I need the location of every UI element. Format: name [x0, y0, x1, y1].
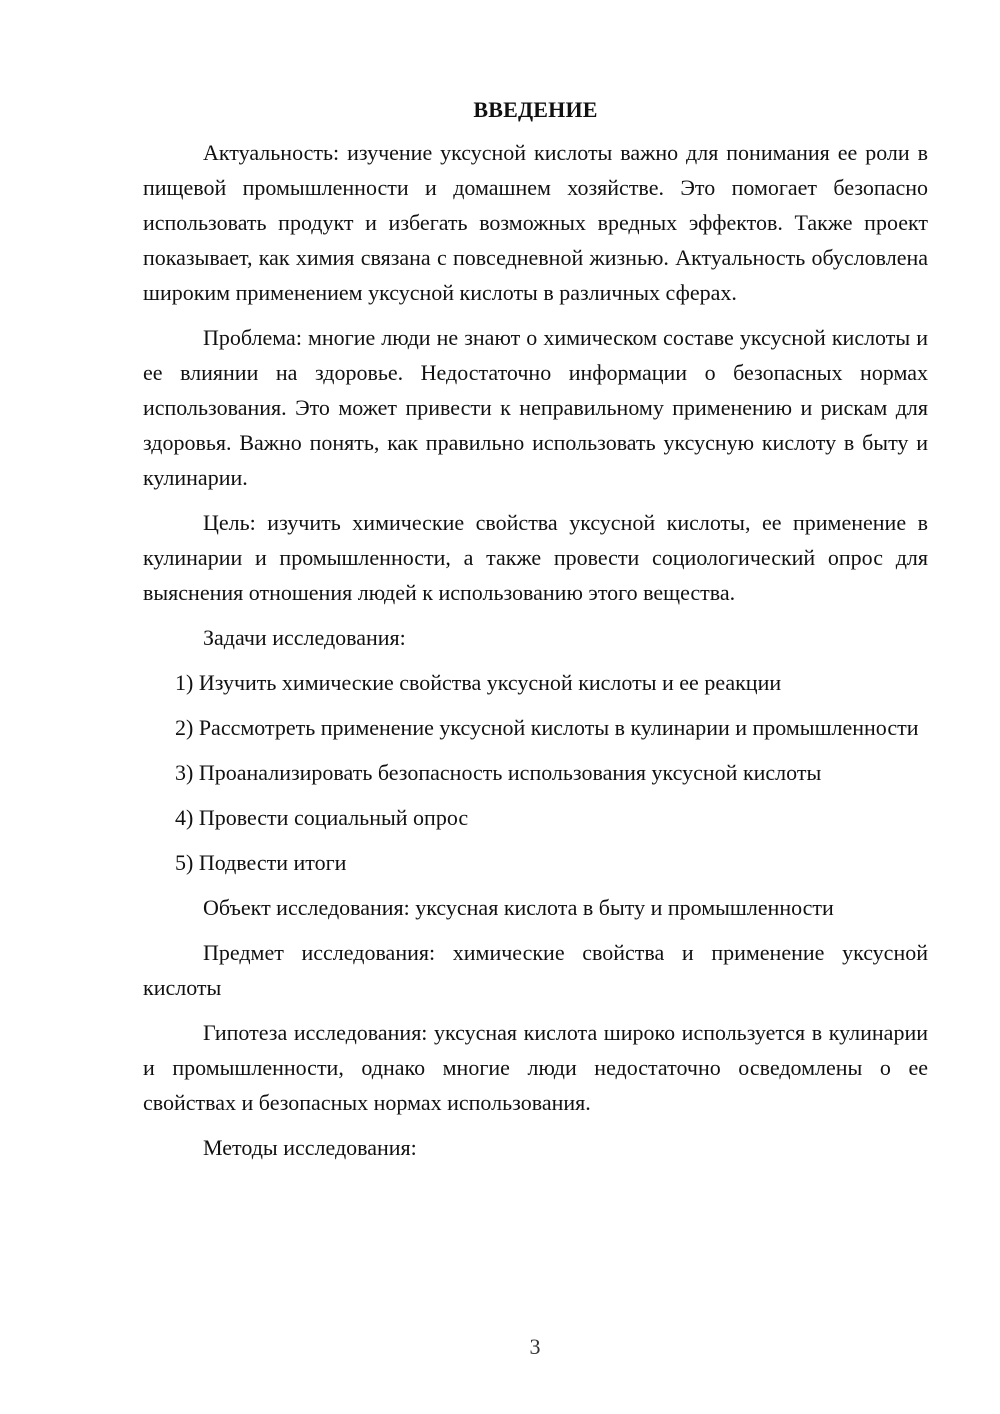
- tasks-heading: Задачи исследования:: [203, 625, 406, 650]
- task-item-3: 3) Проанализировать безопасность использования уксусной кислоты: [175, 760, 822, 785]
- page-number: 3: [529, 1334, 541, 1359]
- problem-paragraph: Проблема: многие люди не знают о химическом составе уксусной кислоты и ее влиянии на здоровье. Недостаточно информации о безопасных нормах использования. Это может привести к неправильному применению и рискам для здоровья. Важно понять, как правильно использовать уксусную кислоту в быту и кулинарии.: [143, 325, 928, 490]
- hypothesis-paragraph: Гипотеза исследования: уксусная кислота широко используется в кулинарии и промышленности, однако многие люди недостаточно осведомлены о ее свойствах и безопасных нормах использования.: [143, 1020, 928, 1115]
- task-item-2: 2) Рассмотреть применение уксусной кислоты в кулинарии и промышленности: [175, 715, 919, 740]
- task-item-1: 1) Изучить химические свойства уксусной кислоты и ее реакции: [175, 670, 782, 695]
- research-subject-paragraph: Предмет исследования: химические свойства и применение уксусной кислоты: [143, 940, 928, 1000]
- section-title: ВВЕДЕНИЕ: [473, 97, 598, 122]
- goal-paragraph: Цель: изучить химические свойства уксусной кислоты, ее применение в кулинарии и промышленности, а также провести социологический опрос для выяснения отношения людей к использованию этого вещества.: [143, 510, 928, 605]
- task-item-4: 4) Провести социальный опрос: [175, 805, 469, 830]
- methods-heading: Методы исследования:: [203, 1135, 417, 1160]
- document-body: [143, 95, 928, 1175]
- research-object-paragraph: Объект исследования: уксусная кислота в быту и промышленности: [203, 895, 834, 920]
- relevance-paragraph: Актуальность: изучение уксусной кислоты важно для понимания ее роли в пищевой промышленности и домашнем хозяйстве. Это помогает безопасно использовать продукт и избегать возможных вредных эффектов. Также проект показывает, как химия связана с повседневной жизнью. Актуальность обусловлена широким применением уксусной кислоты в различных сферах.: [143, 140, 928, 305]
- task-item-5: 5) Подвести итоги: [175, 850, 347, 875]
